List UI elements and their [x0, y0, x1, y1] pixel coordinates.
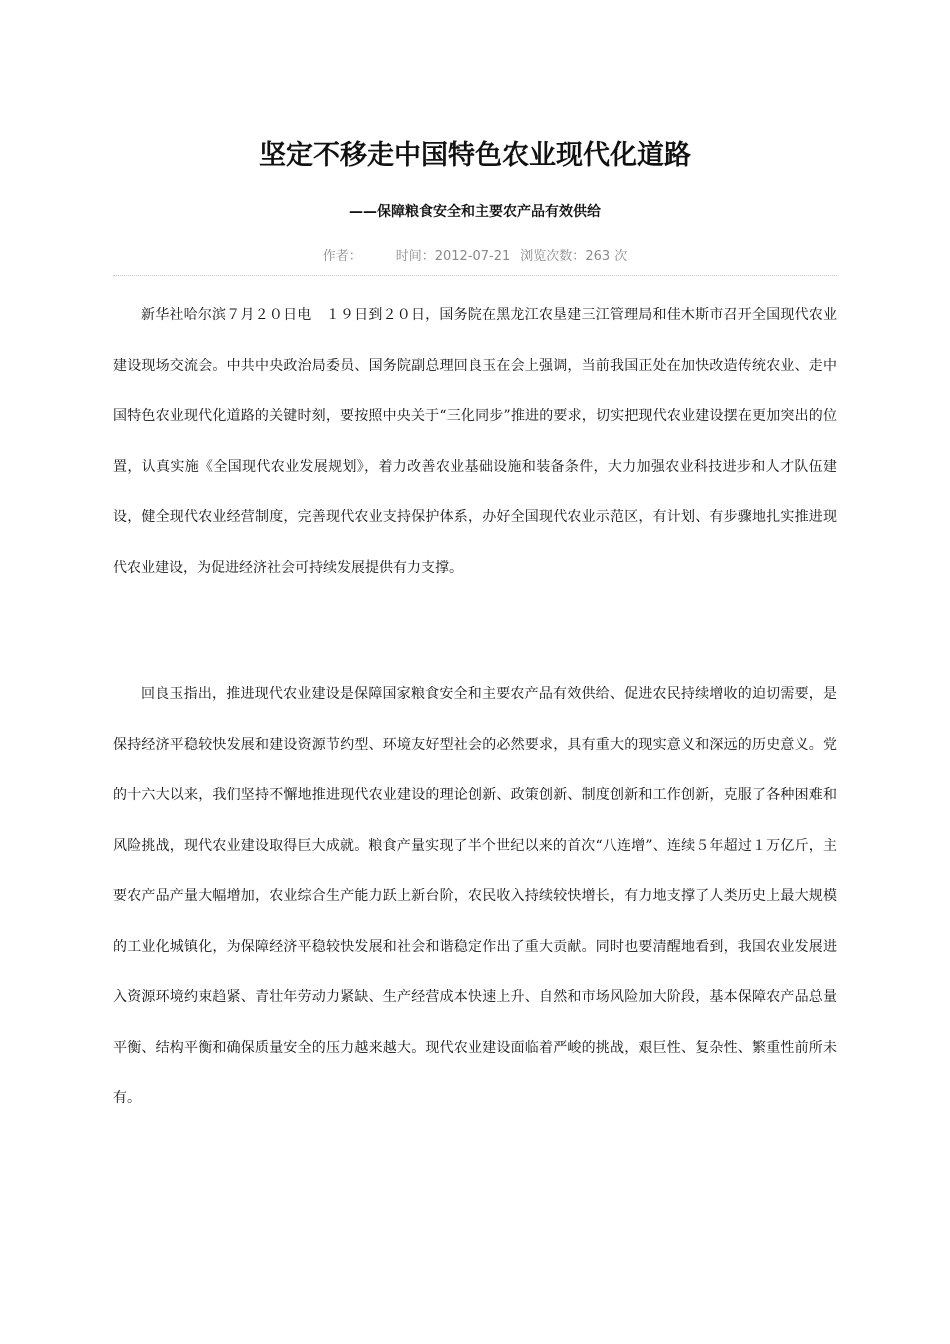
article-paragraph-2: 回良玉指出，推进现代农业建设是保障国家粮食安全和主要农产品有效供给、促进农民持续增收的迫切需要，是保持经济平稳较快发展和建设资源节约型、环境友好型社会的必然要求，具有重大的现实意义和深远的历史意义。党的十六大以来，我们坚持不懈地推进现代农业建设的理论创新、政策创新、制度创新和工作创新，克服了各种困难和风险挑战，现代农业建设取得巨大成就。粮食产量实现了半个世纪以来的首次“八连增”、连续５年超过１万亿斤，主要农产品产量大幅增加，农业综合生产能力跃上新台阶，农民收入持续较快增长，有力地支撑了人类历史上最大规模的工业化城镇化，为保障经济平稳较快发展和社会和谐稳定作出了重大贡献。同时也要清醒地看到，我国农业发展进入资源环境约束趋紧、青壮年劳动力紧缺、生产经营成本快速上升、自然和市场风险加大阶段，基本保障农产品总量平衡、结构平衡和确保质量安全的压力越来越大。现代农业建设面临着严峻的挑战，艰巨性、复杂性、繁重性前所未有。 [113, 686, 837, 1106]
views-unit: 次 [610, 249, 628, 264]
meta-divider [113, 275, 837, 276]
time-label: 时间： [395, 249, 435, 264]
time-value: 2012-07-21 [434, 249, 511, 264]
article-meta [113, 245, 837, 269]
article-subtitle: ——保障粮食安全和主要农产品有效供给 [349, 204, 601, 220]
views-value: 263 [585, 249, 611, 264]
views-label: 浏览次数： [520, 249, 586, 264]
article-paragraph-1: 新华社哈尔滨７月２０日电 １９日到２０日，国务院在黑龙江农垦建三江管理局和佳木斯市召开全国现代农业建设现场交流会。中共中央政治局委员、国务院副总理回良玉在会上强调，当前我国正处在加快改造传统农业、走中国特色农业现代化道路的关键时刻，要按照中央关于“三化同步”推进的要求，切实把现代农业建设摆在更加突出的位置，认真实施《全国现代农业发展规划》，着力改善农业基础设施和装备条件，大力加强农业科技进步和人才队伍建设，健全现代农业经营制度，完善现代农业支持保护体系，办好全国现代农业示范区，有计划、有步骤地扎实推进现代农业建设，为促进经济社会可持续发展提供有力支撑。 [113, 307, 837, 576]
article-title: 坚定不移走中国特色农业现代化道路 [259, 140, 691, 171]
author-label: 作者： [322, 249, 362, 264]
